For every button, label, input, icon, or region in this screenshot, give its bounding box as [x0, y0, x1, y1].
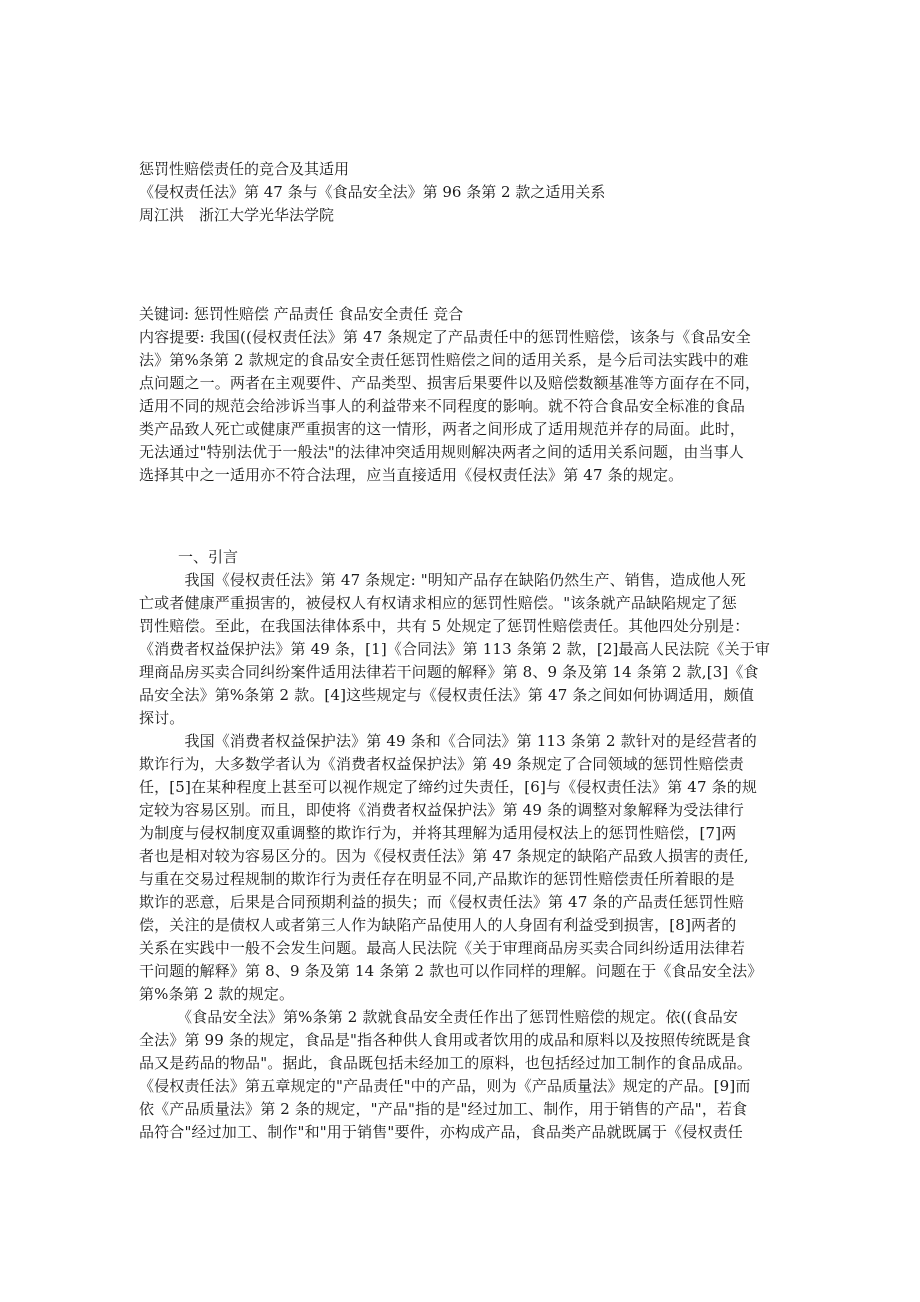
abstract-line: 类产品致人死亡或健康严重损害的这一情形，两者之间形成了适用规范并存的局面。此时，	[139, 420, 746, 438]
keywords-line: 关键词: 惩罚性赔偿 产品责任 食品安全责任 竞合	[139, 305, 464, 323]
body-line: 干问题的解释》第 8、9 条及第 14 条第 2 款也可以作同样的理解。问题在于《食品安全法》	[139, 962, 763, 980]
body-line: 任，[5]在某种程度上甚至可以视作规定了缔约过失责任，[6]与《侵权责任法》第 47 条的规	[139, 778, 758, 796]
body-line: 罚性赔偿。至此，在我国法律体系中，共有 5 处规定了惩罚性赔偿责任。其他四处分别是：	[139, 617, 750, 635]
body-line: 《消费者权益保护法》第 49 条，[1]《合同法》第 113 条第 2 款，[2]最高人民法院《关于审	[139, 640, 771, 658]
body-line: 我国《消费者权益保护法》第 49 条和《合同法》第 113 条第 2 款针对的是经营者的	[139, 732, 757, 750]
body-line: 关系在实践中一般不会发生问题。最高人民法院《关于审理商品房买卖合同纠纷适用法律若	[139, 939, 746, 957]
abstract-line: 内容提要: 我国((侵权责任法》第 47 条规定了产品责任中的惩罚性赔偿，该条与《食品安全	[139, 328, 751, 346]
body-line: 理商品房买卖合同纠纷案件适用法律若干问题的解释》第 8、9 条及第 14 条第 2 款,[3]《食	[139, 663, 759, 681]
body-line: 依《产品质量法》第 2 条的规定，"产品"指的是"经过加工、制作，用于销售的产品"，若食	[139, 1100, 748, 1118]
body-line: 者也是相对较为容易区分的。因为《侵权责任法》第 47 条规定的缺陷产品致人损害的责任,	[139, 847, 749, 865]
abstract-line: 点问题之一。两者在主观要件、产品类型、损害后果要件以及赔偿数额基准等方面存在不同，	[139, 374, 761, 392]
body-line: 与重在交易过程规制的欺诈行为责任存在明显不同,产品欺诈的惩罚性赔偿责任所着眼的是	[139, 870, 735, 888]
body-line: 《食品安全法》第%条第 2 款就食品安全责任作出了惩罚性赔偿的规定。依((食品安	[139, 1008, 738, 1026]
article-subtitle: 《侵权责任法》第 47 条与《食品安全法》第 96 条第 2 款之适用关系	[139, 183, 606, 201]
body-line: 品符合"经过加工、制作"和"用于销售"要件，亦构成产品，食品类产品就既属于《侵权责任	[139, 1123, 743, 1141]
body-line: 我国《侵权责任法》第 47 条规定: "明知产品存在缺陷仍然生产、销售，造成他人死	[139, 571, 746, 589]
body-line: 品又是药品的物品"。据此，食品既包括未经加工的原料，也包括经过加工制作的食品成品。	[139, 1054, 753, 1072]
body-line: 为制度与侵权制度双重调整的欺诈行为，并将其理解为适用侵权法上的惩罚性赔偿，[7]两	[139, 824, 737, 842]
abstract-line: 法》第%条第 2 款规定的食品安全责任惩罚性赔偿之间的适用关系，是今后司法实践中的难	[139, 351, 749, 369]
abstract-line: 无法通过"特别法优于一般法"的法律冲突适用规则解决两者之间的适用关系问题，由当事人	[139, 443, 744, 461]
body-line: 亡或者健康严重损害的，被侵权人有权请求相应的惩罚性赔偿。"该条就产品缺陷规定了惩	[139, 594, 737, 612]
body-line: 偿，关注的是债权人或者第三人作为缺陷产品使用人的人身固有利益受到损害，[8]两者的	[139, 916, 737, 934]
body-line: 欺诈行为，大多数学者认为《消费者权益保护法》第 49 条规定了合同领域的惩罚性赔偿责	[139, 755, 744, 773]
title-block	[139, 158, 605, 227]
body-line: 全法》第 99 条的规定，食品是"指各种供人食用或者饮用的成品和原料以及按照传统既是食	[139, 1031, 751, 1049]
body-line: 第%条第 2 款的规定。	[139, 985, 295, 1003]
body-line: 《侵权责任法》第五章规定的"产品责任"中的产品，则为《产品质量法》规定的产品。[9]而	[139, 1077, 751, 1095]
body-line: 品安全法》第%条第 2 款。[4]这些规定与《侵权责任法》第 47 条之间如何协调适用，颇值	[139, 686, 755, 704]
body-line: 定较为容易区别。而且，即使将《消费者权益保护法》第 49 条的调整对象解释为受法律行	[139, 801, 744, 819]
keywords-abstract-block	[139, 303, 760, 487]
body-line: 欺诈的恶意，后果是合同预期利益的损失；而《侵权责任法》第 47 条的产品责任惩罚性赔	[139, 893, 744, 911]
body-line: 探讨。	[139, 709, 185, 727]
author-affiliation: 周江洪 浙江大学光华法学院	[139, 206, 335, 224]
body-block	[139, 546, 770, 1144]
section-heading: 一、引言	[178, 548, 239, 566]
abstract-line: 适用不同的规范会给涉诉当事人的利益带来不同程度的影响。就不符合食品安全标准的食品	[139, 397, 746, 415]
article-title: 惩罚性赔偿责任的竞合及其适用	[139, 160, 350, 178]
abstract-line: 选择其中之一适用亦不符合法理，应当直接适用《侵权责任法》第 47 条的规定。	[139, 466, 684, 484]
